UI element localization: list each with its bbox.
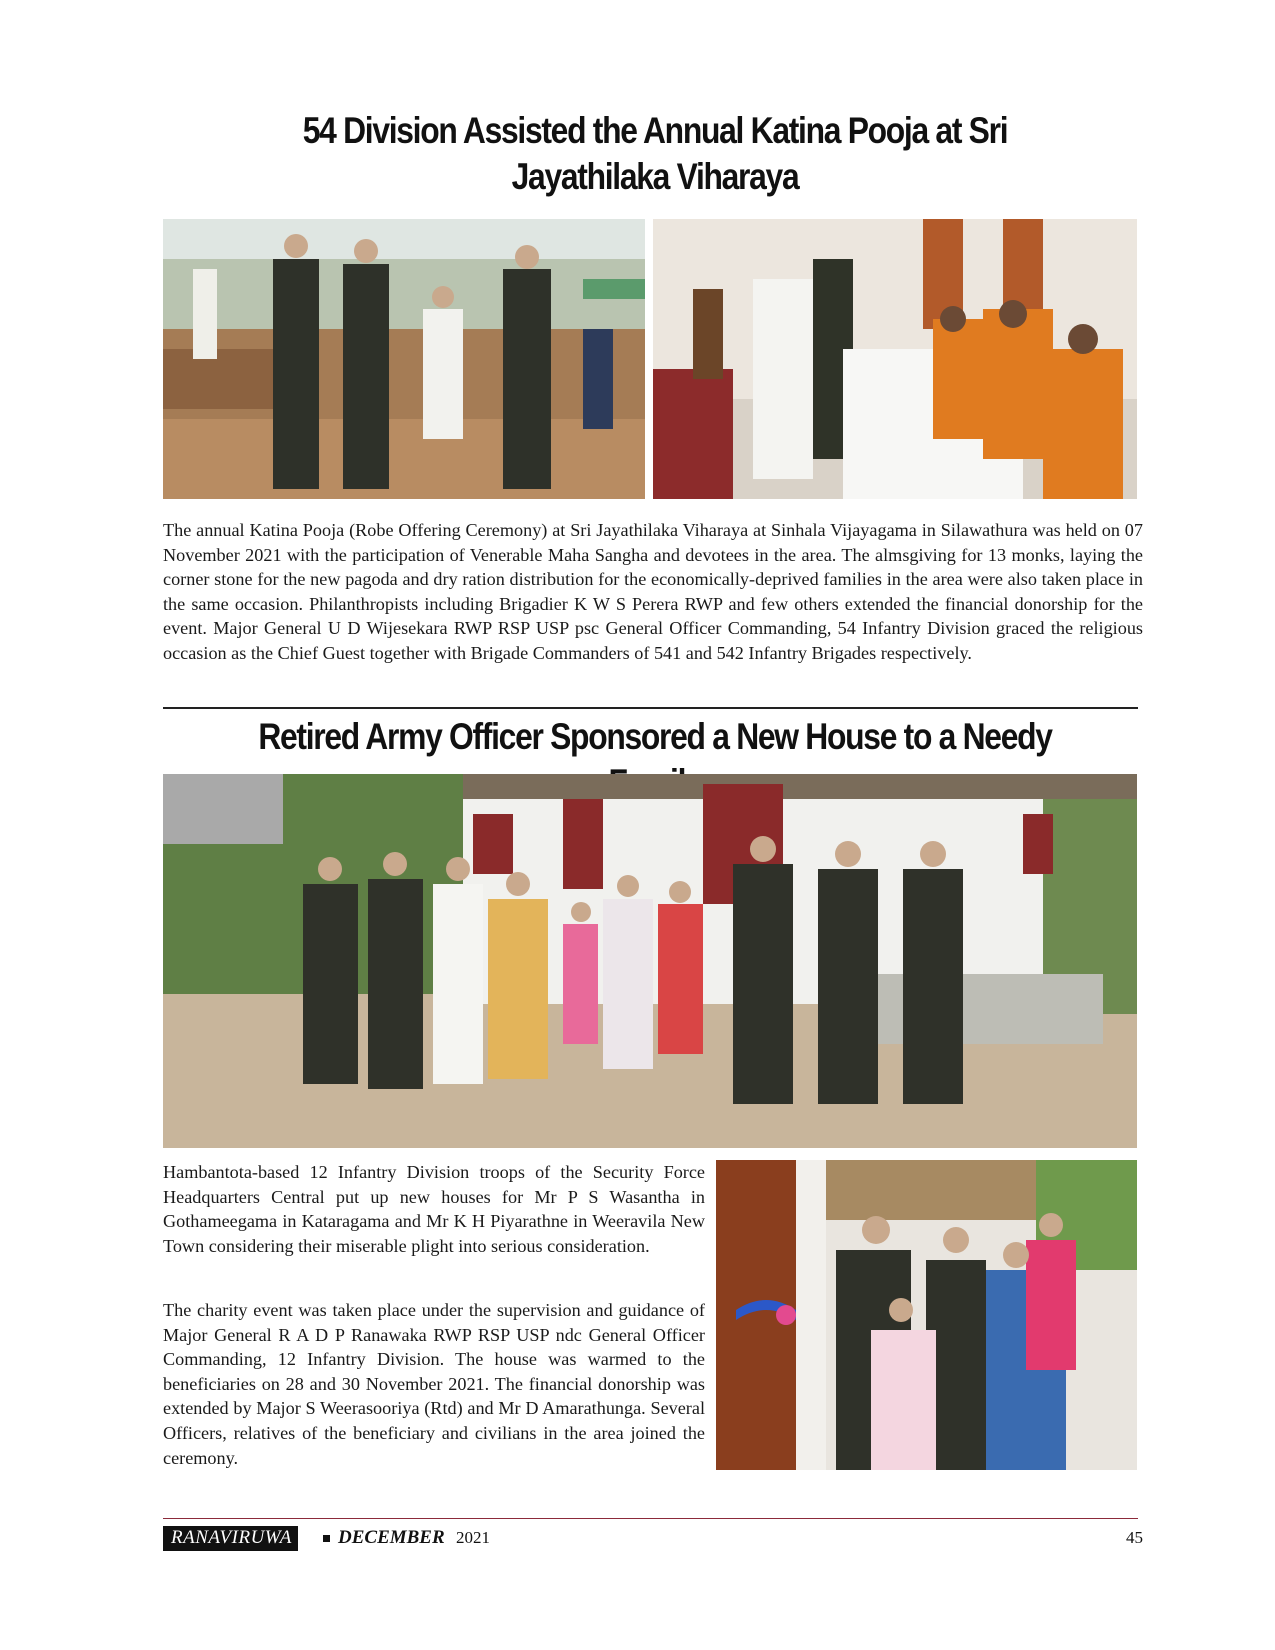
magazine-name: RANAVIRUWA	[163, 1526, 298, 1551]
article1-headline: 54 Division Assisted the Annual Katina Pooja at Sri Jayathilaka Viharaya	[302, 110, 1008, 197]
photo-group-at-house	[163, 774, 1137, 1148]
footer-bullet	[323, 1535, 330, 1542]
article1-body: The annual Katina Pooja (Robe Offering Ceremony) at Sri Jayathilaka Viharaya at Sinhala Vijayagama in Silawathura was held on 07 November 2021 with the participation of Venerable Maha Sangha and devotees in the area. The almsgiving for 13 monks, laying the corner stone for the new pagoda and dry ration distribution for the economically-deprived families in the area were also taken place in the same occasion. Philanthropists including Brigadier K W S Perera RWP and few others extended the financial donorship for the event. Major General U D Wijesekara RWP RSP USP psc General Officer Commanding, 54 Infantry Division graced the religious occasion as the Chief Guest together with Brigade Commanders of 541 and 542 Infantry Brigades respectively.	[163, 520, 1143, 663]
article2-paragraph2: The charity event was taken place under the supervision and guidance of Major General R A D P Ranawaka RWP RSP USP ndc General Officer Commanding, 12 Infantry Division. The house was warmed to the beneficiaries on 28 and 30 November 2021. The financial donorship was extended by Major S Weerasooriya (Rtd) and Mr D Amarathunga. Several Officers, relatives of the beneficiary and civilians in the area joined the ceremony.	[163, 1300, 705, 1468]
page-footer	[163, 1526, 1143, 1554]
article2-paragraph1: Hambantota-based 12 Infantry Division troops of the Security Force Headquarters Central put up new houses for Mr P S Wasantha in Gothameegama in Kataragama and Mr K H Piyarathne in Weeravila New Town considering their miserable plight into serious consideration.	[163, 1162, 705, 1256]
footer-rule	[163, 1518, 1138, 1519]
photo-officers-at-site	[163, 219, 645, 499]
photo-ribbon-cutting	[716, 1160, 1137, 1470]
page-number: 45	[1126, 1528, 1143, 1547]
article2-headline: Retired Army Officer Sponsored a New House to a Needy	[258, 716, 1052, 757]
issue-year: 2021	[456, 1528, 490, 1547]
issue-month: DECEMBER	[338, 1527, 445, 1548]
section-divider	[163, 707, 1138, 709]
photo-robe-offering	[653, 219, 1137, 499]
